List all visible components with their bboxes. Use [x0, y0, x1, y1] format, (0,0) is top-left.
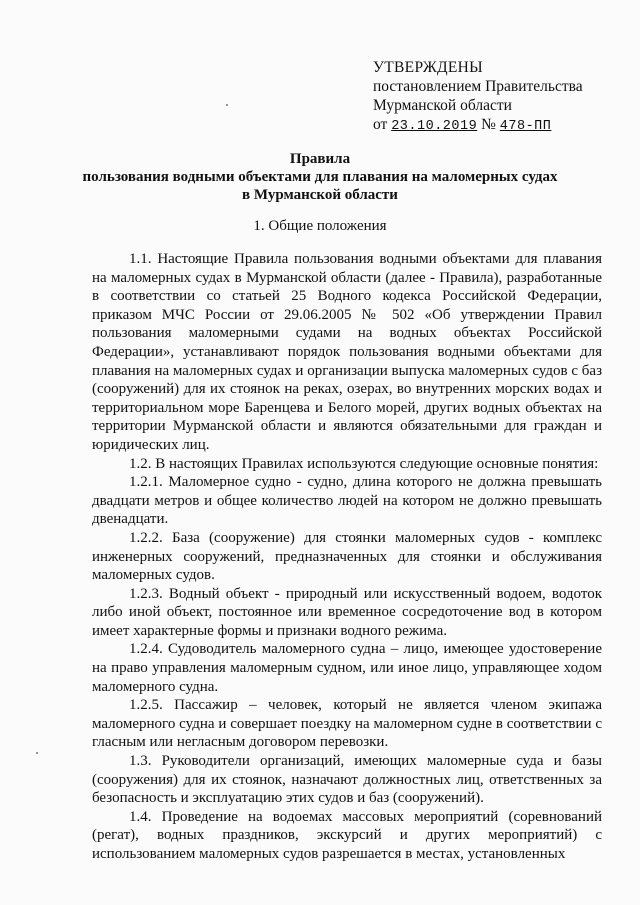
title-line-2: пользования водными объектами для плавания на маломерных судах [82, 169, 558, 185]
approval-from-label: от [373, 116, 388, 133]
approval-date: 23.10.2019 [391, 119, 478, 134]
scan-speck [36, 752, 38, 754]
approval-number-label: № [481, 116, 496, 133]
scan-speck [226, 104, 228, 106]
paragraph-1-1: 1.1. Настоящие Правила пользования водными объектами для плавания на маломерных судах в Мурманской области (далее - Правила), разработанные в соответствии со статьей 25 Водного кодекса Российской Федерации, приказом МЧС России от 29.06.2005 № 502 «Об утверждении Правил пользования маломерными судами на водных объектах Российской Федерации», устанавливают порядок пользования водными объектами для плавания на маломерных судах и организации выпуска маломерных судов с баз (сооружений) для их стоянок на реках, озерах, во внутренних морских водах и территориальном море Баренцева и Белого морей, других водных объектах на территории Мурманской области и являются обязательными для граждан и юридических лиц. [92, 251, 602, 453]
paragraph-1-2-1: 1.2.1. Маломерное судно - судно, длина которого не должна превышать двадцати метров и общее количество людей на котором не должно превышать двенадцати. [92, 474, 602, 528]
section-heading: 1. Общие положения [253, 218, 387, 234]
title-line-1: Правила [289, 151, 351, 167]
paragraph-1-2-5: 1.2.5. Пассажир – человек, который не является членом экипажа маломерного судна и совершает поездку на маломерном судне в соответствии с гласным или негласным договором перевозки. [92, 697, 602, 751]
paragraph-1-4: 1.4. Проведение на водоемах массовых мероприятий (соревнований (регат), водных праздников, экскурсий и других мероприятий) с использованием маломерных судов разрешается в местах, установленных [92, 808, 602, 862]
title-line-3: в Мурманской области [242, 187, 398, 203]
paragraph-1-2-2: 1.2.2. База (сооружение) для стоянки маломерных судов - комплекс инженерных сооружений, предназначенных для стоянки и обслуживания маломерных судов. [92, 529, 602, 584]
approval-heading: УТВЕРЖДЕНЫ [373, 59, 483, 76]
paragraph-1-2-4: 1.2.4. Судоводитель маломерного судна – лицо, имеющее удостоверение на право управления маломерным судном, или иное лицо, управляющее ходом маломерного судна. [92, 641, 602, 695]
approval-number: 478-ПП [499, 119, 552, 134]
paragraph-1-2-3: 1.2.3. Водный объект - природный или искусственный водоем, водоток либо иной объект, постоянное или временное сосредоточение вод в котором имеет характерные формы и признаки водного режима. [92, 585, 602, 639]
paragraph-1-3: 1.3. Руководители организаций, имеющих маломерные суда и базы (сооружения) для их стоянок, назначают должностных лиц, ответственных за безопасность и эксплуатацию этих судов и баз (сооружений). [92, 753, 602, 807]
document-body [92, 250, 602, 864]
document-title [0, 150, 640, 204]
approval-line-2: Мурманской области [373, 97, 512, 114]
approval-stamp [373, 58, 583, 136]
approval-date-line [373, 115, 583, 136]
paragraph-1-2: 1.2. В настоящих Правилах используются следующие основные понятия: [129, 455, 599, 472]
approval-line-1: постановлением Правительства [373, 78, 583, 95]
